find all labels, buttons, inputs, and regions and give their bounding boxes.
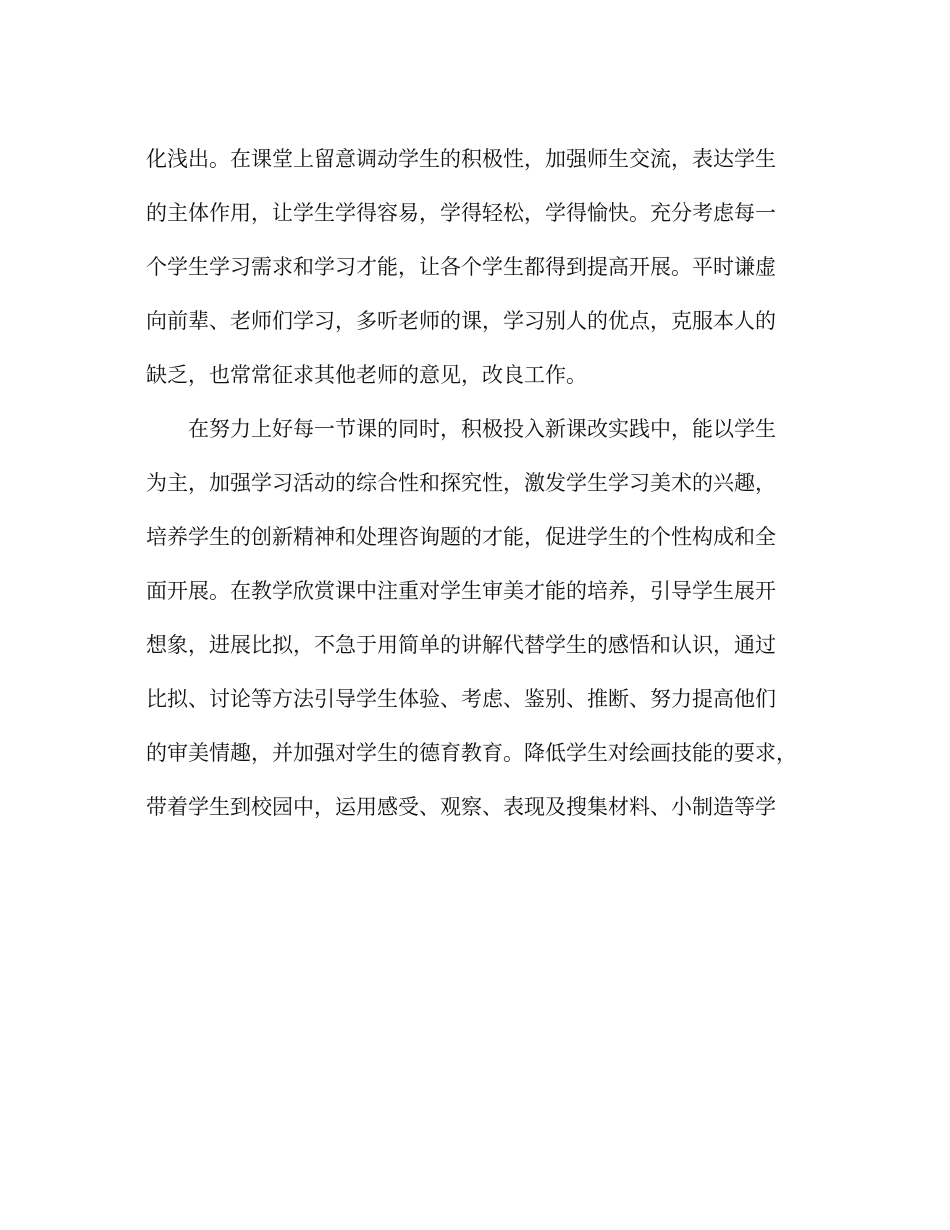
text-line: 缺乏，也常常征求其他老师的意见，改良工作。	[146, 363, 587, 387]
body-text	[146, 132, 826, 834]
text-line: 的主体作用，让学生学得容易，学得轻松，学得愉快。充分考虑每一	[146, 201, 776, 225]
text-line: 化浅出。在课堂上留意调动学生的积极性，加强师生交流，表达学生	[146, 147, 776, 171]
text-line: 培养学生的创新精神和处理咨询题的才能，促进学生的个性构成和全	[146, 525, 776, 549]
text-line: 带着学生到校园中，运用感受、观察、表现及搜集材料、小制造等学	[146, 795, 776, 819]
paragraph-start-line: 在努力上好每一节课的同时，积极投入新课改实践中，能以学生	[188, 417, 776, 441]
text-line: 比拟、讨论等方法引导学生体验、考虑、鉴别、推断、努力提高他们	[146, 687, 776, 711]
text-line: 面开展。在教学欣赏课中注重对学生审美才能的培养，引导学生展开	[146, 579, 776, 603]
text-line: 的审美情趣，并加强对学生的德育教育。降低学生对绘画技能的要求，	[146, 741, 797, 765]
text-line: 个学生学习需求和学习才能，让各个学生都得到提高开展。平时谦虚	[146, 255, 776, 279]
text-line: 为主，加强学习活动的综合性和探究性，激发学生学习美术的兴趣，	[146, 471, 776, 495]
text-line: 想象，进展比拟，不急于用简单的讲解代替学生的感悟和认识，通过	[146, 633, 776, 657]
text-line: 向前辈、老师们学习，多听老师的课，学习别人的优点，克服本人的	[146, 309, 776, 333]
